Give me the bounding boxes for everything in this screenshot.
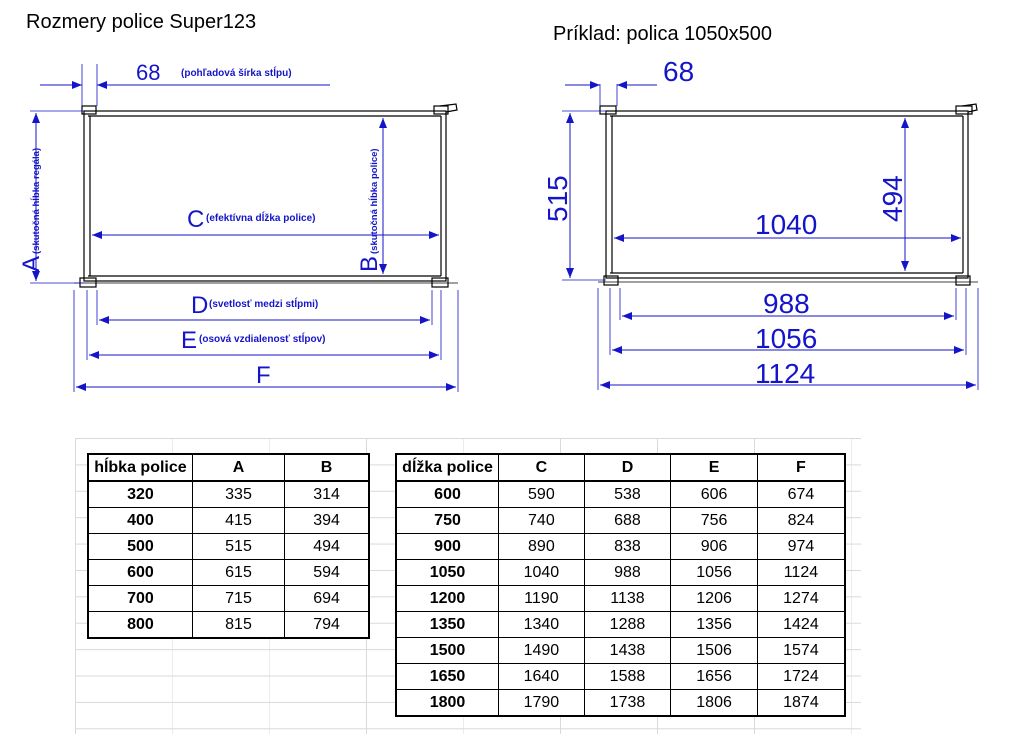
- d-cell: 988: [584, 560, 671, 586]
- e-cell: 1206: [671, 586, 758, 612]
- e-cell: 906: [671, 534, 758, 560]
- left-title: Rozmery police Super123: [26, 11, 257, 33]
- table-row: [396, 534, 845, 560]
- table-row: [88, 586, 369, 612]
- d-cell: 688: [584, 508, 671, 534]
- d-cell: 838: [584, 534, 671, 560]
- left-e-letter: E: [181, 327, 198, 354]
- right-a-value: 515: [542, 175, 573, 222]
- left-shelf-outline: [74, 104, 458, 287]
- length-cell: 1650: [396, 664, 499, 690]
- a-cell: 715: [192, 586, 284, 612]
- length-cell: 1350: [396, 612, 499, 638]
- length-cell: 1800: [396, 690, 499, 717]
- d-cell: 1588: [584, 664, 671, 690]
- length-cell: 750: [396, 508, 499, 534]
- depth-cell: 800: [88, 612, 192, 639]
- table-row: [396, 664, 845, 690]
- depth-header-cell: hĺbka police: [88, 454, 192, 481]
- left-d-letter: D: [191, 292, 209, 319]
- right-shelf-drawing: [542, 56, 978, 390]
- left-top-dim-value: 68: [136, 60, 161, 85]
- length-header-cell: C: [499, 454, 585, 481]
- length-table-header: [396, 454, 845, 481]
- depth-table-header: [88, 454, 369, 481]
- right-d-value: 988: [763, 288, 810, 319]
- table-row: [396, 560, 845, 586]
- depth-header-cell: B: [285, 454, 369, 481]
- depth-table: [87, 453, 370, 639]
- left-top-dim-note: (pohľadová šírka stĺpu): [181, 68, 292, 79]
- length-cell: 1200: [396, 586, 499, 612]
- length-header-cell: E: [671, 454, 758, 481]
- d-cell: 538: [584, 481, 671, 508]
- f-cell: 674: [757, 481, 845, 508]
- e-cell: 1056: [671, 560, 758, 586]
- b-cell: 594: [285, 560, 369, 586]
- table-row: [88, 508, 369, 534]
- c-cell: 740: [499, 508, 585, 534]
- depth-cell: 400: [88, 508, 192, 534]
- left-f-letter: F: [256, 362, 271, 389]
- right-e-value: 1056: [755, 323, 818, 354]
- a-cell: 515: [192, 534, 284, 560]
- b-cell: 794: [285, 612, 369, 639]
- left-c-note: (efektívna dĺžka police): [206, 213, 316, 224]
- table-row: [88, 612, 369, 639]
- e-cell: 1656: [671, 664, 758, 690]
- left-c-letter: C: [187, 206, 205, 233]
- c-cell: 1490: [499, 638, 585, 664]
- c-cell: 1790: [499, 690, 585, 717]
- left-b-note: (skutočná hĺbka police): [369, 148, 380, 254]
- left-b-letter: B: [356, 255, 383, 272]
- a-cell: 615: [192, 560, 284, 586]
- left-e-note: (osová vzdialenosť stĺpov): [199, 334, 326, 345]
- length-cell: 600: [396, 481, 499, 508]
- left-a-letter: A: [18, 255, 45, 272]
- table-row: [396, 481, 845, 508]
- d-cell: 1138: [584, 586, 671, 612]
- e-cell: 1806: [671, 690, 758, 717]
- length-table: [395, 453, 846, 717]
- length-cell: 1050: [396, 560, 499, 586]
- b-cell: 494: [285, 534, 369, 560]
- a-cell: 815: [192, 612, 284, 639]
- length-header-cell: D: [584, 454, 671, 481]
- f-cell: 1574: [757, 638, 845, 664]
- c-cell: 1340: [499, 612, 585, 638]
- e-cell: 1356: [671, 612, 758, 638]
- d-cell: 1738: [584, 690, 671, 717]
- c-cell: 1190: [499, 586, 585, 612]
- length-cell: 1500: [396, 638, 499, 664]
- right-shelf-outline: [598, 104, 978, 285]
- depth-cell: 500: [88, 534, 192, 560]
- right-f-value: 1124: [755, 358, 816, 389]
- f-cell: 1124: [757, 560, 845, 586]
- table-row: [88, 560, 369, 586]
- c-cell: 1640: [499, 664, 585, 690]
- depth-header-cell: A: [192, 454, 284, 481]
- a-cell: 335: [192, 481, 284, 508]
- table-row: [396, 508, 845, 534]
- c-cell: 1040: [499, 560, 585, 586]
- d-cell: 1288: [584, 612, 671, 638]
- f-cell: 1874: [757, 690, 845, 717]
- e-cell: 756: [671, 508, 758, 534]
- depth-cell: 700: [88, 586, 192, 612]
- table-row: [88, 534, 369, 560]
- table-row: [396, 690, 845, 717]
- f-cell: 824: [757, 508, 845, 534]
- b-cell: 394: [285, 508, 369, 534]
- c-cell: 890: [499, 534, 585, 560]
- right-c-value: 1040: [755, 209, 818, 240]
- right-top-dim-value: 68: [663, 56, 695, 87]
- length-header-cell: F: [757, 454, 845, 481]
- table-row: [396, 586, 845, 612]
- depth-cell: 320: [88, 481, 192, 508]
- b-cell: 694: [285, 586, 369, 612]
- e-cell: 606: [671, 481, 758, 508]
- f-cell: 1274: [757, 586, 845, 612]
- table-row: [396, 612, 845, 638]
- table-row: [88, 481, 369, 508]
- table-row: [396, 638, 845, 664]
- a-cell: 415: [192, 508, 284, 534]
- b-cell: 314: [285, 481, 369, 508]
- c-cell: 590: [499, 481, 585, 508]
- right-b-value: 494: [877, 175, 908, 222]
- left-d-note: (svetlosť medzi stĺpmi): [209, 299, 319, 310]
- left-a-note: (skutočná hĺbka regála): [31, 147, 42, 254]
- d-cell: 1438: [584, 638, 671, 664]
- f-cell: 1424: [757, 612, 845, 638]
- f-cell: 974: [757, 534, 845, 560]
- e-cell: 1506: [671, 638, 758, 664]
- left-shelf-drawing: [18, 60, 458, 392]
- f-cell: 1724: [757, 664, 845, 690]
- depth-cell: 600: [88, 560, 192, 586]
- length-cell: 900: [396, 534, 499, 560]
- length-header-cell: dĺžka police: [396, 454, 499, 481]
- right-title: Príklad: polica 1050x500: [553, 23, 773, 45]
